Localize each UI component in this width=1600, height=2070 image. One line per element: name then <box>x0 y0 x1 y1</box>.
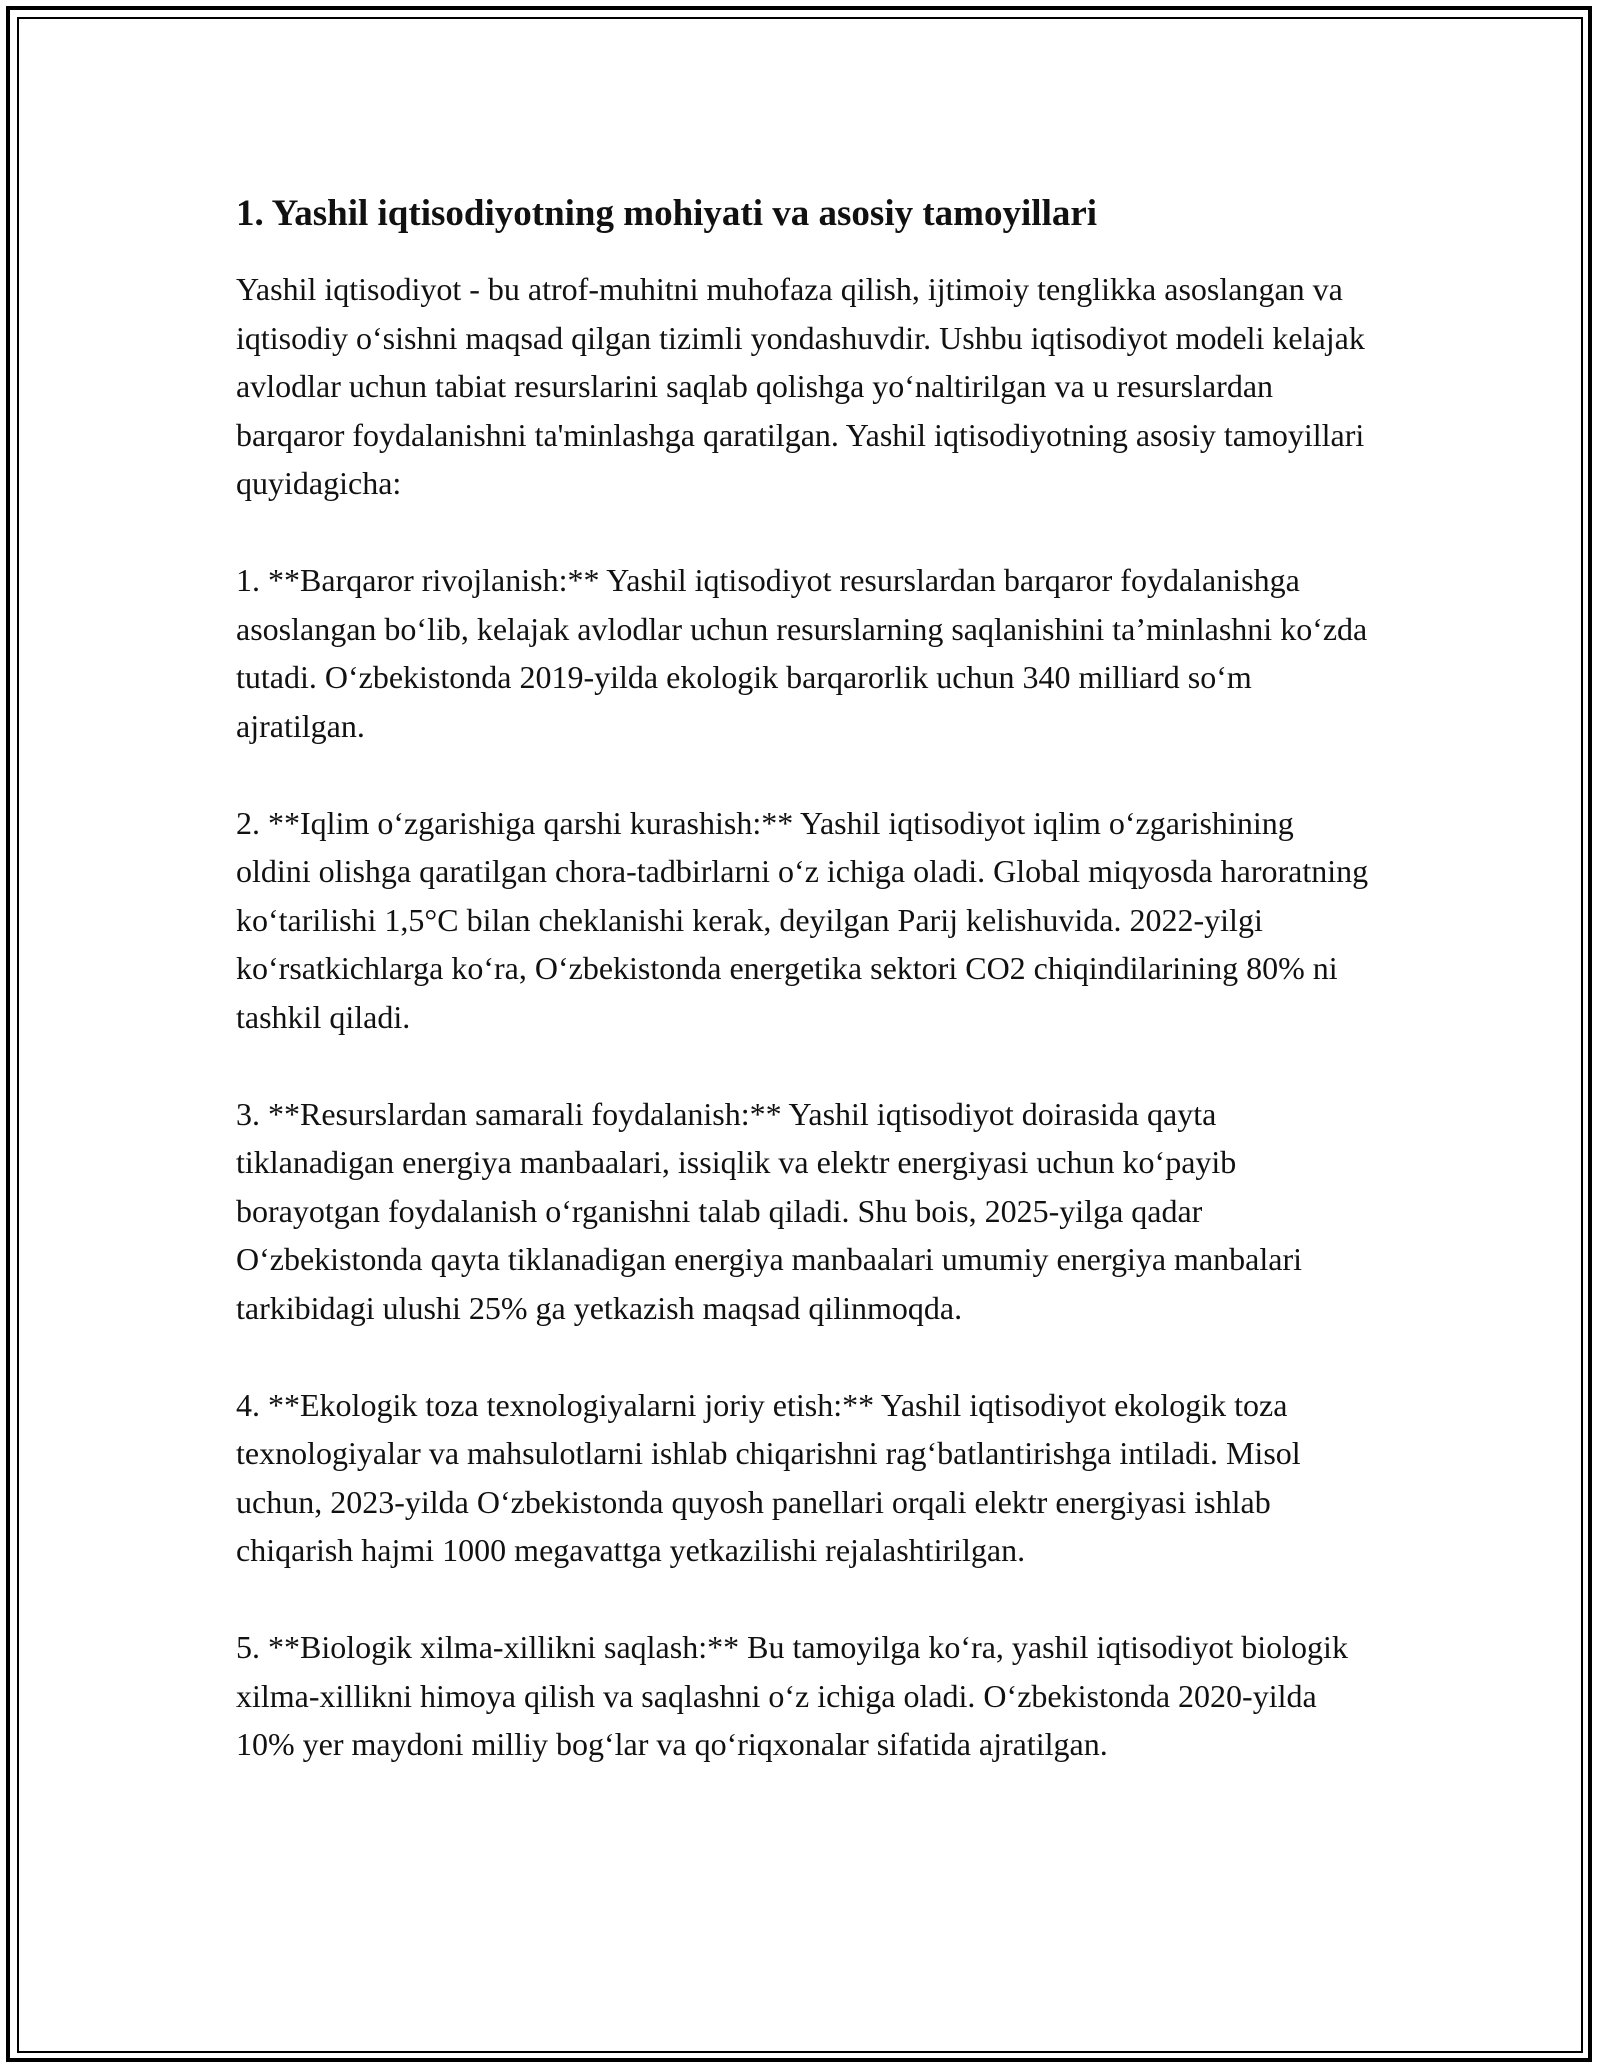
document-body <box>236 183 1376 1817</box>
principle-item-3: 3. **Resurslardan samarali foydalanish:** Yashil iqtisodiyot doirasida qayta tiklanadigan energiya manbaalari, issiqlik va elektr energiyasi uchun ko‘payib borayotgan foydalanish o‘rganishni talab qiladi. Shu bois, 2025-yilga qadar O‘zbekistonda qayta tiklanadigan energiya manbaalari umumiy energiya manbalari tarkibidagi ulushi 25% ga yetkazish maqsad qilinmoqda. <box>236 1095 1302 1326</box>
section-heading: 1. Yashil iqtisodiyotning mohiyati va asosiy tamoyillari <box>236 193 1098 234</box>
principle-item-2: 2. **Iqlim o‘zgarishiga qarshi kurashish:** Yashil iqtisodiyot iqlim o‘zgarishining oldini olishga qaratilgan chora-tadbirlarni o‘z ichiga oladi. Global miqyosda haroratning ko‘tarilishi 1,5°C bilan cheklanishi kerak, deyilgan Parij kelishuvida. 2022-yilgi ko‘rsatkichlarga ko‘ra, O‘zbekistonda energetika sektori CO2 chiqindilarining 80% ni tashkil qiladi. <box>236 804 1369 1035</box>
intro-paragraph: Yashil iqtisodiyot - bu atrof-muhitni muhofaza qilish, ijtimoiy tenglikka asoslangan va iqtisodiy o‘sishni maqsad qilgan tizimli yondashuvdir. Ushbu iqtisodiyot modeli kelajak avlodlar uchun tabiat resurslarini saqlab qolishga yo‘naltirilgan va u resurslardan barqaror foydalanishni ta'minlashga qaratilgan. Yashil iqtisodiyotning asosiy tamoyillari quyidagicha: <box>236 271 1365 501</box>
principle-item-4: 4. **Ekologik toza texnologiyalarni joriy etish:** Yashil iqtisodiyot ekologik toza texnologiyalar va mahsulotlarni ishlab chiqarishni rag‘batlantirishga intiladi. Misol uchun, 2023-yilda O‘zbekistonda quyosh panellari orqali elektr energiyasi ishlab chiqarish hajmi 1000 megavattga yetkazilishi rejalashtirilgan. <box>236 1386 1301 1568</box>
principle-item-1: 1. **Barqaror rivojlanish:** Yashil iqtisodiyot resurslardan barqaror foydalanishga asoslangan bo‘lib, kelajak avlodlar uchun resurslarning saqlanishini ta’minlashni ko‘zda tutadi. O‘zbekistonda 2019-yilda ekologik barqarorlik uchun 340 milliard so‘m ajratilgan. <box>236 562 1368 744</box>
principle-item-5: 5. **Biologik xilma-xillikni saqlash:** Bu tamoyilga ko‘ra, yashil iqtisodiyot biologik xilma-xillikni himoya qilish va saqlashni o‘z ichiga oladi. O‘zbekistonda 2020-yilda 10% yer maydoni milliy bog‘lar va qo‘riqxonalar sifatida ajratilgan. <box>236 1629 1348 1762</box>
